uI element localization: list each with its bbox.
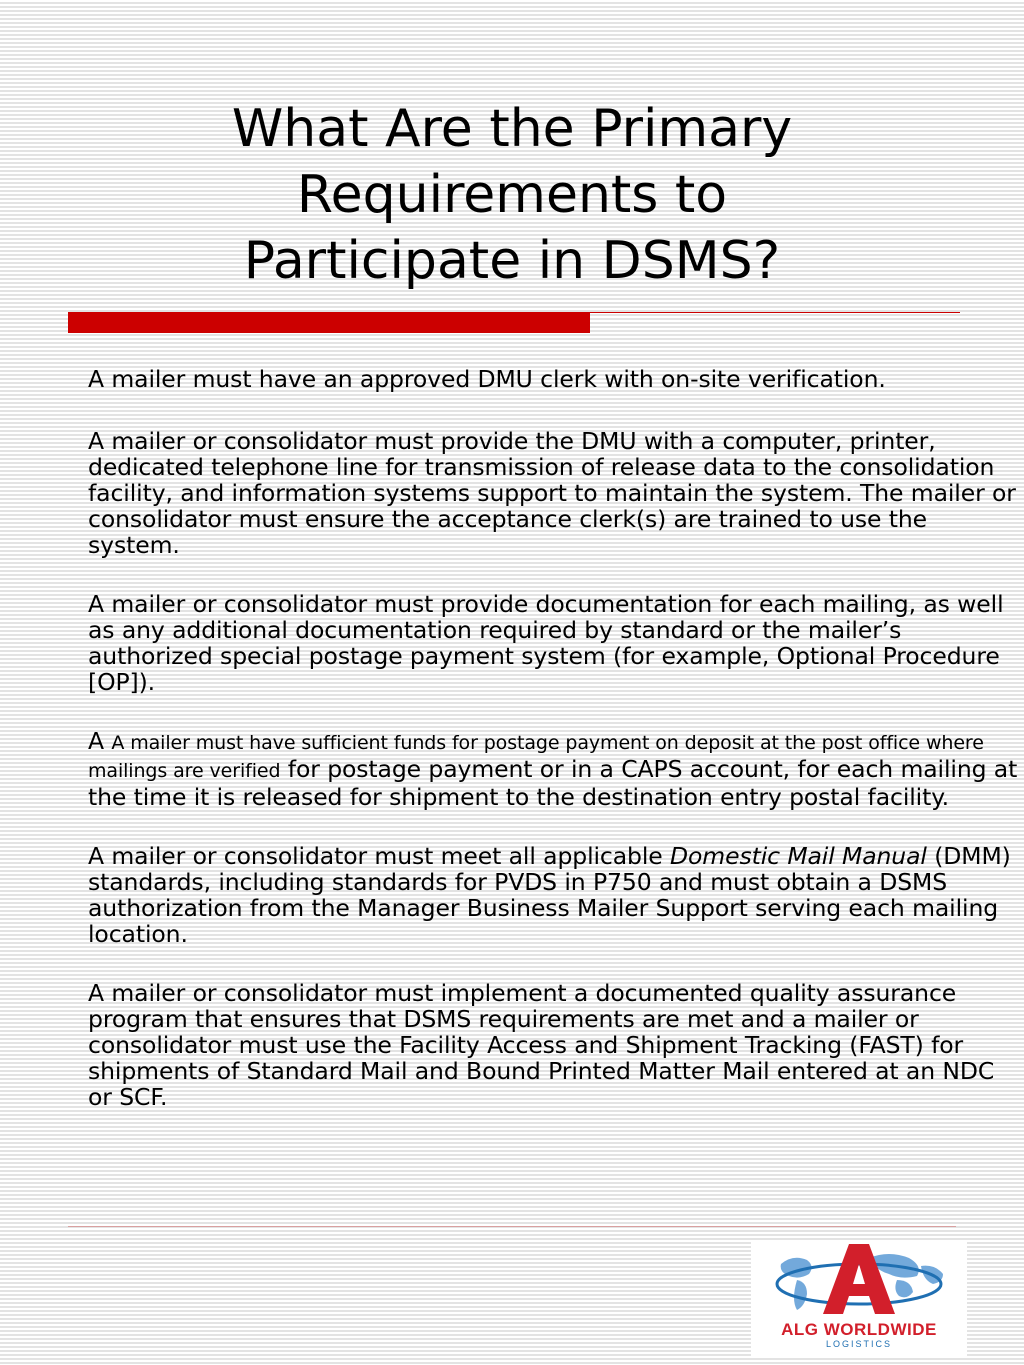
dmm-rest: (DMM) standards, including standards for PVDS in P750 and must obtain a DSMS authorization from the Manager Business Mailer Support serving each mailing location. — [88, 842, 1011, 948]
slide-title — [150, 96, 874, 294]
funds-small-text: A mailer must have sufficient funds for postage payment on deposit at the post office where mailings are verified — [88, 732, 984, 782]
funds-lead: A — [88, 727, 112, 755]
requirement-documentation: A mailer or consolidator must provide documentation for each mailing, as well as any additional documentation required by standard or the mailer’s authorized special postage payment system (for example, Optional Procedure [OP]). — [88, 590, 1004, 696]
footer-divider — [68, 1226, 956, 1227]
dmm-italic: Domestic Mail Manual — [670, 842, 927, 870]
title-divider-line — [590, 312, 960, 313]
funds-rest: for postage payment or in a CAPS account, for each mailing at the time it is released for shipment to the destination entry postal facility. — [88, 755, 1018, 811]
requirement-dmu-clerk: A mailer must have an approved DMU clerk with on-site verification. — [88, 365, 886, 393]
requirement-equipment: A mailer or consolidator must provide the DMU with a computer, printer, dedicated telephone line for transmission of release data to the consolidation facility, and information systems support to maintain the system. The mailer or consolidator must ensure the acceptance clerk(s) are trained to use the system. — [88, 427, 1016, 559]
title-line-2: Requirements to — [296, 165, 728, 225]
title-line-1: What Are the Primary — [231, 99, 793, 159]
title-divider-bar — [68, 312, 590, 333]
requirement-dmm-standards — [88, 843, 1018, 947]
logo-tagline: LOGISTICS — [825, 1339, 892, 1349]
dmm-start: A mailer or consolidator must meet all applicable — [88, 842, 671, 870]
requirements-list — [88, 366, 1018, 1143]
requirement-quality-assurance: A mailer or consolidator must implement a documented quality assurance program that ensures that DSMS requirements are met and a mailer or consolidator must use the Facility Access and Shipment Tracking (FAST) for shipments of Standard Mail and Bound Printed Matter Mail entered at an NDC or SCF. — [88, 979, 995, 1111]
requirement-funds — [88, 728, 1018, 810]
alg-worldwide-logo — [751, 1240, 967, 1356]
title-line-3: Participate in DSMS? — [243, 231, 781, 291]
logo-name: ALG WORLDWIDE — [781, 1320, 937, 1339]
title-divider — [68, 310, 960, 334]
